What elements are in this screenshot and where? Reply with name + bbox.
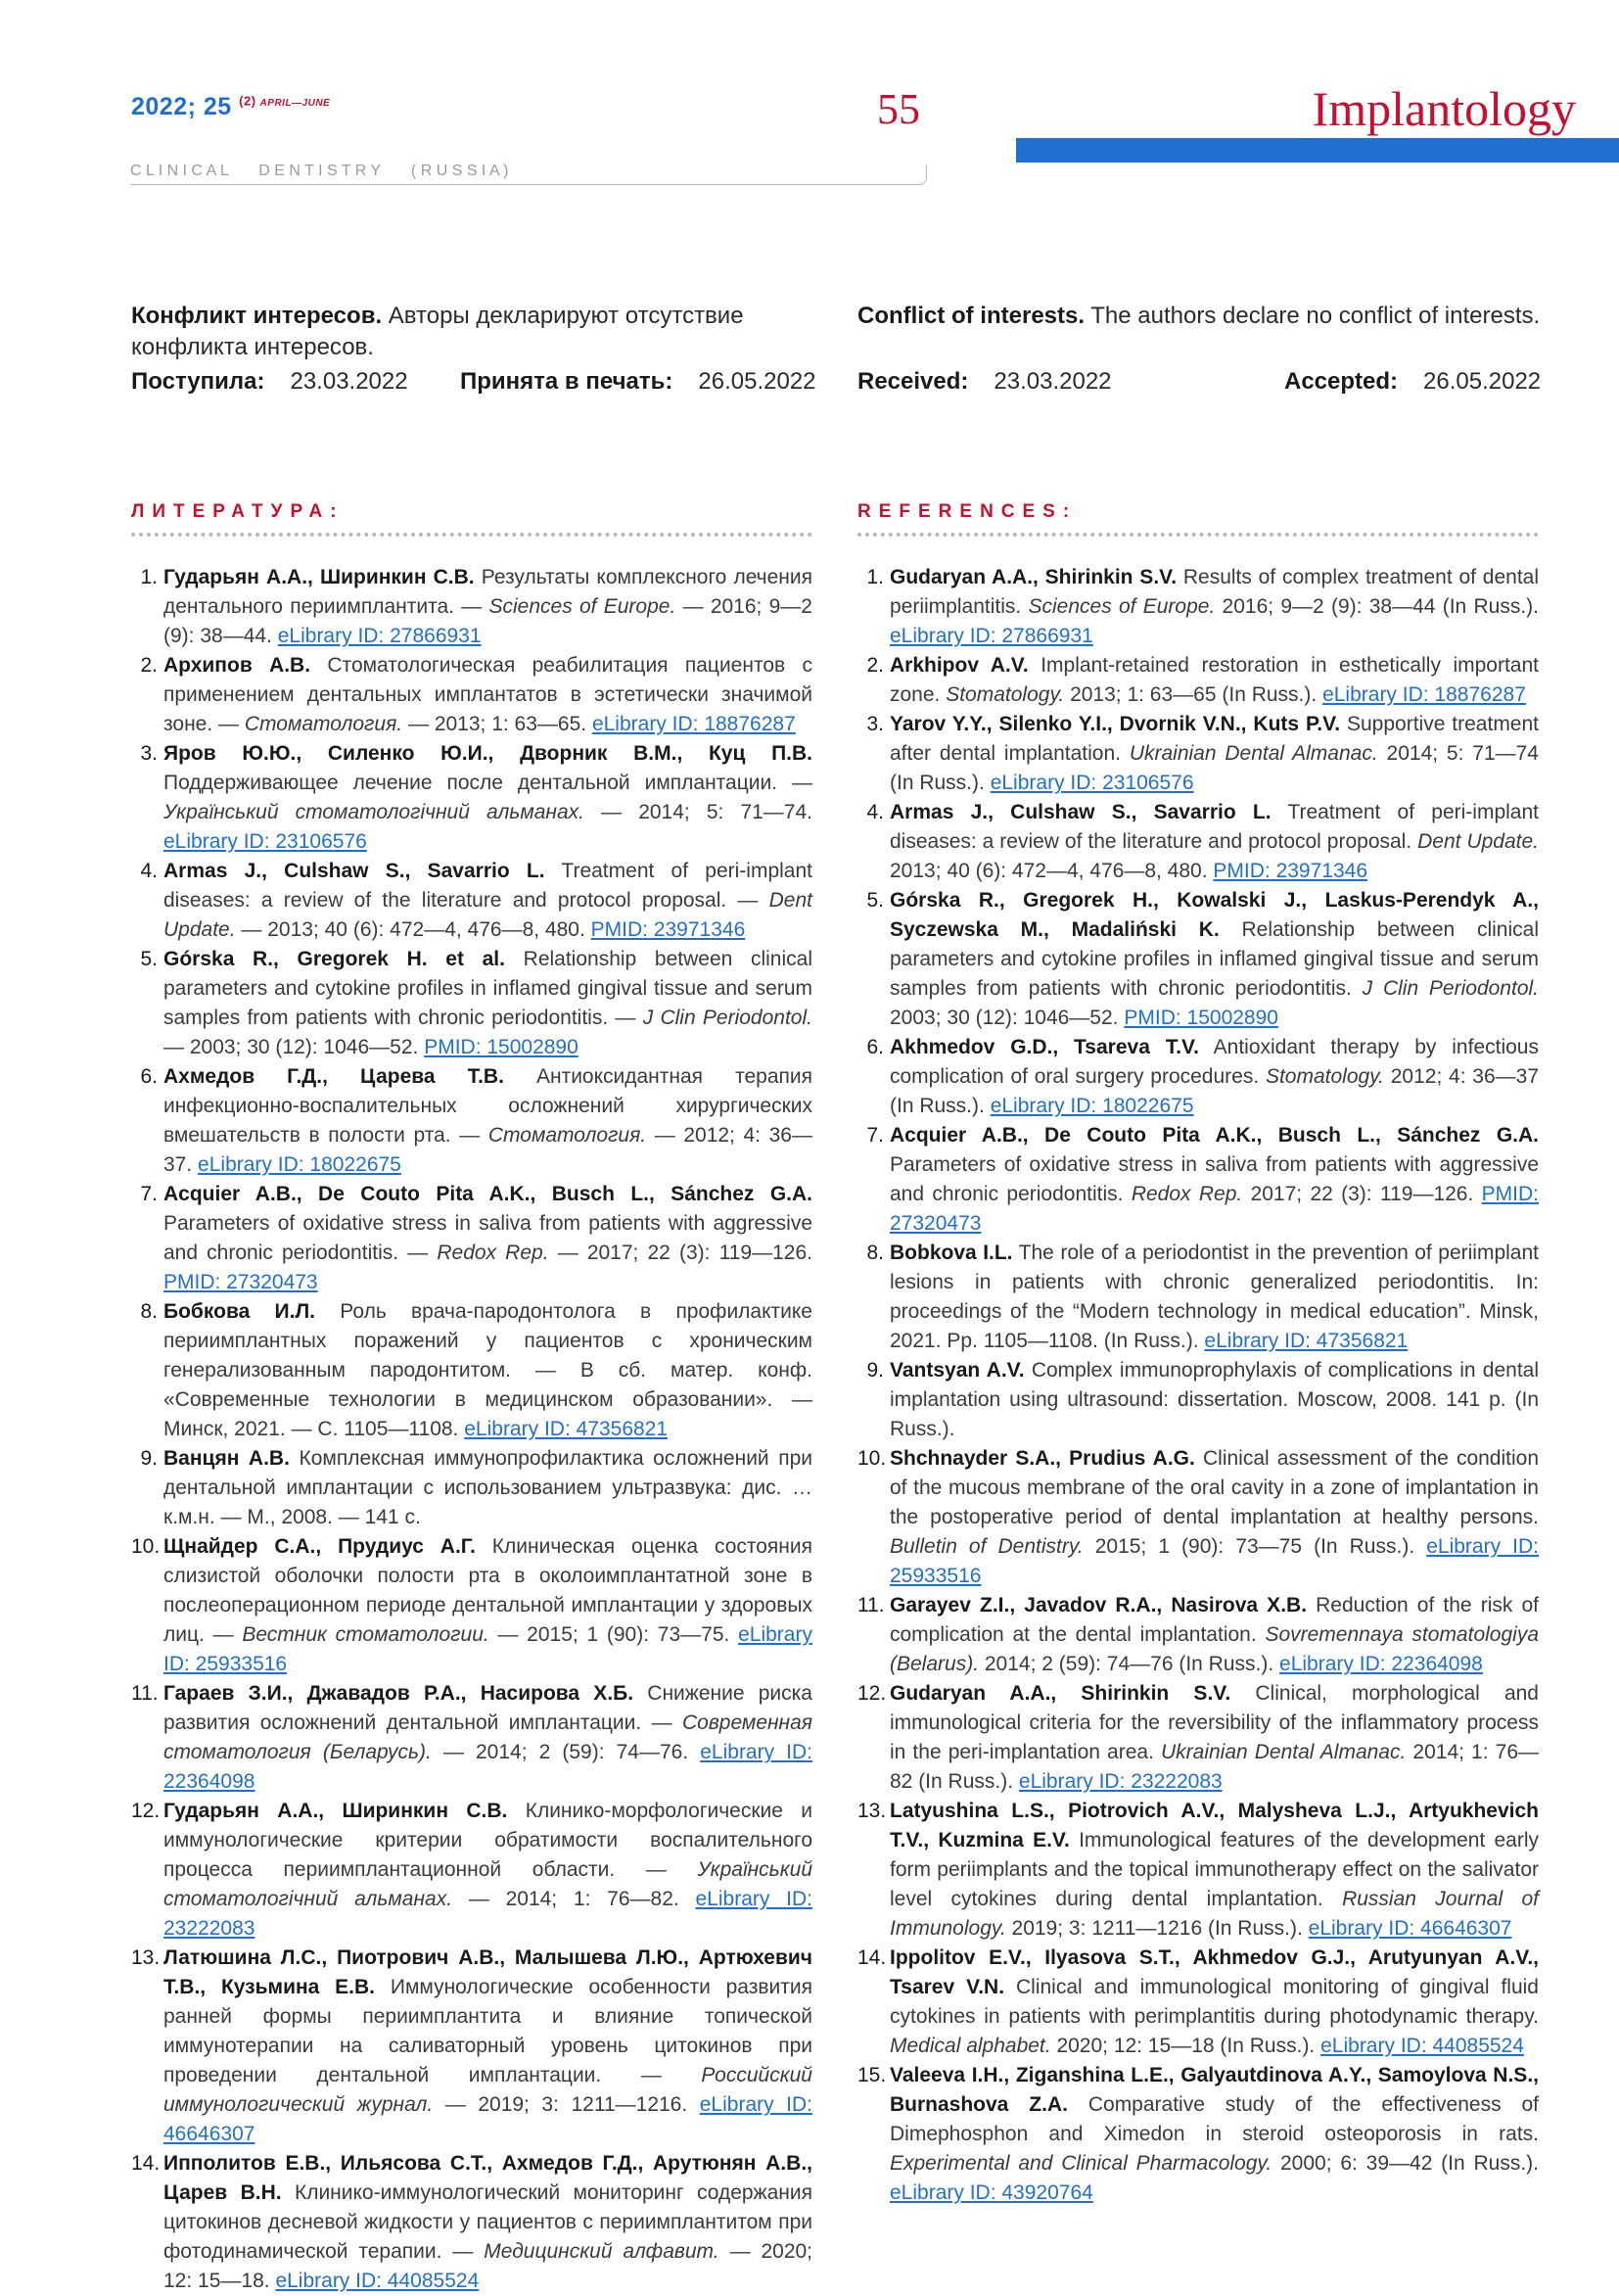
reference-item: [857, 1239, 1539, 1356]
reference-authors: Acquier A.B., De Couto Pita A.K., Busch L., Sánchez G.A.: [163, 1183, 812, 1205]
reference-number: 4.: [140, 860, 158, 882]
reference-details: — 2014; 2 (59): 74—76.: [442, 1741, 689, 1763]
reference-authors: Shchnayder S.A., Prudius A.G.: [890, 1447, 1195, 1470]
reference-source: Sovremennaya stomatologiya (Belarus).: [890, 1623, 1539, 1675]
accepted-en-date: 26.05.2022: [1423, 368, 1542, 395]
conflict-ru-label: Конфликт интересов.: [131, 303, 383, 329]
reference-source: Стоматология.: [487, 1124, 647, 1147]
accepted-ru-date: 26.05.2022: [698, 368, 816, 395]
reference-authors: Гараев З.И., Джавадов Р.А., Насирова Х.Б.: [163, 1682, 634, 1705]
reference-source: Redox Rep.: [1131, 1183, 1243, 1205]
reference-authors: Górska R., Gregorek H., Kowalski J., Laskus-Perendyk A., Syczewska M., Madaliński K.: [890, 889, 1539, 941]
reference-authors: Гударьян А.А., Ширинкин С.В.: [163, 1800, 508, 1822]
reference-item: [857, 710, 1539, 798]
reference-details: 2015; 1 (90): 73—75 (In Russ.).: [1094, 1535, 1415, 1558]
reference-source: Stomatology.: [946, 683, 1065, 706]
reference-title: Клинико-иммунологический мониторинг содержания цитокинов десневой жидкости у пациентов с периимплантитом при фотодинамической терапии. —: [163, 2181, 812, 2263]
reference-authors: Vantsyan A.V.: [890, 1359, 1025, 1382]
reference-details: — 2013; 40 (6): 472—4, 476—8, 480.: [241, 918, 585, 941]
issue-number: (2): [239, 93, 256, 109]
references-en-list: [857, 563, 1539, 2208]
reference-authors: Архипов А.В.: [163, 654, 311, 677]
received-ru-date: 23.03.2022: [290, 368, 408, 395]
reference-source: Український стоматологічний альманах.: [163, 801, 584, 823]
reference-authors: Ippolitov E.V., Ilyasova S.T., Akhmedov G.J., Arutyunyan A.V., Tsarev V.N.: [890, 1946, 1539, 1998]
reference-authors: Acquier A.B., De Couto Pita A.K., Busch L., Sánchez G.A.: [890, 1124, 1539, 1147]
reference-source: Ukrainian Dental Almanac.: [1160, 1741, 1407, 1763]
reference-source: Bulletin of Dentistry.: [890, 1535, 1084, 1558]
reference-authors: Gudaryan A.A., Shirinkin S.V.: [890, 1682, 1231, 1705]
reference-number: 3.: [140, 742, 158, 765]
reference-title: Complex immunoprophylaxis of complications in dental implantation using ultrasound: dissertation. Moscow, 2008. 141 p. (In Russ.).: [890, 1359, 1539, 1440]
received-ru: [131, 366, 408, 398]
reference-authors: Latyushina L.S., Piotrovich A.V., Malysheva L.J., Artyukhevich T.V., Kuzmina E.V.: [890, 1800, 1539, 1851]
reference-source: Российский иммунологический журнал.: [163, 2064, 812, 2116]
reference-item: [857, 886, 1539, 1033]
received-en-label: Received:: [857, 368, 969, 395]
reference-title: Relationship between clinical parameters and cytokine profiles in inflamed gingival tissue and serum samples from patients with chronic periodontitis.: [890, 918, 1539, 1000]
reference-title: Клиническая оценка состояния слизистой оболочки полости рта в околоимплантатной зоне в послеоперационном периоде дентальной имплантации у здоровых лиц. —: [163, 1535, 813, 1646]
reference-title: Роль врача-пародонтолога в профилактике периимплантных поражений у пациентов с хроническим генерализованным пародонтитом. — В сб. матер. конф. «Современные технологии в медицинском образовании». — Минск, 2021. — С. 1105—1108.: [163, 1300, 812, 1440]
accepted-ru: [460, 366, 816, 398]
reference-link[interactable]: eLibrary ID: 22364098: [1279, 1653, 1483, 1675]
reference-details: 2013; 1: 63—65 (In Russ.).: [1070, 683, 1318, 706]
reference-number: 2.: [866, 654, 884, 677]
reference-number: 5.: [140, 948, 158, 970]
reference-title: Comparative study of the effectiveness of Dimephosphon and Ximedon in steroid osteoporosis in rats.: [890, 2093, 1539, 2145]
reference-number: 12.: [131, 1800, 161, 1822]
reference-details: — 2020; 12: 15—18.: [163, 2240, 813, 2292]
reference-title: Reduction of the risk of complication at the dental implantation.: [890, 1594, 1539, 1646]
reference-details: 2019; 3: 1211—1216 (In Russ.).: [1011, 1917, 1303, 1940]
reference-link[interactable]: eLibrary ID: 47356821: [1204, 1330, 1409, 1352]
reference-title: Антиоксидантная терапия инфекционно-воспалительных осложнений хирургических вмешательств в полости рта. —: [163, 1065, 812, 1147]
reference-item: [131, 1944, 812, 2149]
reference-details: 2003; 30 (12): 1046—52.: [890, 1007, 1119, 1029]
reference-item: [857, 1121, 1539, 1239]
reference-link[interactable]: eLibrary ID: 46646307: [1308, 1917, 1512, 1940]
reference-title: Implant-retained restoration in esthetically important zone.: [890, 654, 1539, 706]
reference-authors: Ванцян А.В.: [163, 1447, 290, 1470]
reference-item: [857, 1356, 1539, 1444]
conflict-ru: [131, 301, 816, 363]
issue-months: APRIL—JUNE: [259, 97, 331, 109]
references-en-divider: [857, 533, 1539, 537]
conflict-ru-text: Авторы декларируют отсутствие конфликта интересов.: [131, 303, 744, 360]
reference-item: [131, 1297, 812, 1444]
reference-item: [131, 651, 812, 739]
reference-title: Relationship between clinical parameters and cytokine profiles in inflamed gingival tissue and serum samples from patients with chronic periodontitis. —: [163, 948, 812, 1029]
reference-number: 15.: [857, 2064, 887, 2086]
issue-volume: 2022; 25: [131, 93, 232, 120]
reference-number: 10.: [131, 1535, 161, 1558]
reference-authors: Бобкова И.Л.: [163, 1300, 316, 1323]
reference-link[interactable]: eLibrary ID: 23106576: [163, 830, 367, 853]
reference-item: [857, 1033, 1539, 1121]
reference-number: 13.: [131, 1946, 161, 1969]
reference-details: — 2012; 4: 36—37.: [163, 1124, 812, 1176]
page-number: 55: [877, 85, 920, 133]
reference-number: 7.: [140, 1183, 158, 1205]
reference-number: 14.: [857, 1946, 887, 1969]
reference-item: [131, 1444, 812, 1532]
reference-details: — 2019; 3: 1211—1216.: [444, 2093, 688, 2116]
reference-item: [857, 1444, 1539, 1591]
reference-item: [857, 798, 1539, 886]
reference-source: Ukrainian Dental Almanac.: [1129, 742, 1378, 765]
reference-title: Results of complex treatment of dental periimplantitis.: [890, 566, 1539, 618]
reference-title: Клинико-морфологические и иммунологические критерии обратимости воспалительного процесса периимплантационной области. —: [163, 1800, 813, 1881]
received-en: [857, 366, 1112, 398]
reference-authors: Bobkova I.L.: [890, 1242, 1013, 1264]
reference-authors: Гударьян А.А., Ширинкин С.В.: [163, 566, 475, 588]
reference-link[interactable]: PMID: 23971346: [1213, 860, 1368, 882]
reference-number: 7.: [866, 1124, 884, 1147]
section-title: Implantology: [1312, 81, 1576, 136]
reference-link[interactable]: eLibrary ID: 23222083: [163, 1888, 812, 1940]
reference-details: — 2016; 9—2 (9): 38—44.: [163, 595, 812, 647]
reference-details: 2016; 9—2 (9): 38—44 (In Russ.).: [1222, 595, 1539, 618]
reference-details: 2014; 5: 71—74 (In Russ.).: [890, 742, 1539, 794]
reference-authors: Ахмедов Г.Д., Царева Т.В.: [163, 1065, 504, 1088]
accepted-ru-label: Принята в печать:: [460, 368, 673, 395]
reference-link[interactable]: eLibrary ID: 18022675: [198, 1153, 401, 1176]
reference-link[interactable]: eLibrary ID: 43920764: [890, 2181, 1093, 2204]
reference-source: Medical alphabet.: [890, 2035, 1051, 2057]
reference-details: 2000; 6: 39—42 (In Russ.).: [1280, 2152, 1539, 2175]
reference-details: — 2017; 22 (3): 119—126.: [557, 1242, 812, 1264]
reference-source: Медицинский алфавит.: [484, 2240, 719, 2263]
issue-label: [131, 93, 330, 121]
journal-name: [130, 163, 919, 180]
reference-link[interactable]: eLibrary ID: 23222083: [1018, 1770, 1223, 1793]
conflict-en-text: The authors declare no conflict of interests.: [1090, 303, 1541, 329]
reference-item: [131, 1180, 812, 1297]
reference-link[interactable]: eLibrary ID: 23106576: [990, 772, 1194, 794]
section-accent-bar: [1016, 138, 1619, 163]
reference-number: 4.: [866, 801, 884, 823]
reference-details: — 2014; 5: 71—74.: [601, 801, 812, 823]
received-ru-label: Поступила:: [131, 368, 265, 395]
reference-link[interactable]: eLibrary ID: 27866931: [890, 625, 1093, 647]
reference-details: 2014; 1: 76—82 (In Russ.).: [890, 1741, 1540, 1793]
reference-details: — 2013; 1: 63—65.: [407, 713, 587, 735]
reference-number: 13.: [857, 1800, 887, 1822]
conflict-en: [857, 301, 1562, 332]
reference-link[interactable]: eLibrary ID: 25933516: [163, 1623, 812, 1675]
reference-title: Clinical assessment of the condition of the mucous membrane of the oral cavity in a zone of implantation in the postoperative period of dental implantation at healthy persons.: [890, 1447, 1540, 1528]
reference-title: Поддерживающее лечение после дентальной имплантации. —: [163, 772, 812, 794]
reference-title: Parameters of oxidative stress in saliva from patients with aggressive and chronic periodontitis.: [890, 1153, 1539, 1205]
reference-source: Russian Journal of Immunology.: [890, 1888, 1539, 1940]
reference-title: Стоматологическая реабилитация пациентов с применением дентальных имплантатов в эстетически значимой зоне. —: [163, 654, 813, 735]
reference-authors: Valeeva I.H., Ziganshina L.E., Galyautdinova A.Y., Samoylova N.S., Burnashova Z.A.: [890, 2064, 1539, 2116]
reference-source: Современная стоматология (Беларусь).: [163, 1711, 813, 1763]
reference-link[interactable]: PMID: 15002890: [1124, 1007, 1278, 1029]
reference-item: [857, 563, 1539, 651]
reference-item: [857, 1591, 1539, 1679]
reference-number: 11.: [857, 1594, 885, 1617]
reference-source: Вестник стоматологии.: [242, 1623, 489, 1646]
reference-title: Antioxidant therapy by infectious complication of oral surgery procedures.: [890, 1036, 1539, 1088]
reference-source: Dent Update.: [1417, 830, 1539, 853]
reference-link[interactable]: PMID: 23971346: [590, 918, 746, 941]
received-en-date: 23.03.2022: [994, 368, 1112, 395]
header-rule-corner: [918, 164, 927, 185]
reference-number: 6.: [866, 1036, 884, 1058]
reference-item: [857, 651, 1539, 710]
reference-authors: Akhmedov G.D., Tsareva T.V.: [890, 1036, 1199, 1058]
reference-item: [857, 1944, 1539, 2061]
reference-number: 9.: [140, 1447, 158, 1470]
reference-details: — 2014; 1: 76—82.: [468, 1888, 679, 1910]
reference-title: Treatment of peri-implant diseases: a review of the literature and protocol proposal. —: [163, 860, 812, 912]
header-rule: [130, 184, 919, 185]
reference-authors: Gudaryan A.A., Shirinkin S.V.: [890, 566, 1178, 588]
reference-number: 8.: [866, 1242, 884, 1264]
reference-link[interactable]: PMID: 15002890: [424, 1036, 578, 1058]
references-ru-heading: ЛИТЕРАТУРА:: [131, 501, 345, 522]
reference-item: [131, 1062, 812, 1180]
reference-link[interactable]: eLibrary ID: 46646307: [163, 2093, 812, 2145]
reference-link[interactable]: eLibrary ID: 44085524: [1320, 2035, 1524, 2057]
reference-item: [131, 1532, 812, 1679]
reference-link[interactable]: eLibrary ID: 27866931: [277, 625, 482, 647]
reference-link[interactable]: eLibrary ID: 22364098: [163, 1741, 813, 1793]
accepted-en-label: Accepted:: [1284, 368, 1399, 395]
reference-number: 3.: [866, 713, 884, 735]
journal-name-text: C L I N I C A L D E N T I S T R Y ( R U S S I A ): [130, 163, 509, 179]
reference-item: [131, 2149, 812, 2296]
reference-authors: Yarov Y.Y., Silenko Y.I., Dvornik V.N., Kuts P.V.: [890, 713, 1341, 735]
reference-details: — 2003; 30 (12): 1046—52.: [163, 1036, 419, 1058]
reference-link[interactable]: eLibrary ID: 44085524: [275, 2270, 480, 2292]
reference-item: [857, 2061, 1539, 2208]
reference-authors: Яров Ю.Ю., Силенко Ю.И., Дворник В.М., Куц П.В.: [163, 742, 812, 765]
references-ru-list: [131, 563, 812, 2296]
reference-number: 9.: [866, 1359, 884, 1382]
reference-authors: Arkhipov A.V.: [890, 654, 1029, 677]
reference-source: Sciences of Europe.: [488, 595, 676, 618]
reference-link[interactable]: eLibrary ID: 47356821: [464, 1418, 669, 1440]
reference-item: [857, 1679, 1539, 1797]
reference-title: Clinical, morphological and immunological criteria for the reversibility of the inflammatory process in the peri-implantation area.: [890, 1682, 1539, 1763]
reference-authors: Ипполитов Е.В., Ильясова С.Т., Ахмедов Г.Д., Арутюнян А.В., Царев В.Н.: [163, 2152, 812, 2204]
reference-details: 2013; 40 (6): 472—4, 476—8, 480.: [890, 860, 1208, 882]
reference-title: Parameters of oxidative stress in saliva from patients with aggressive and chronic periodontitis. —: [163, 1212, 812, 1264]
reference-link[interactable]: PMID: 27320473: [890, 1183, 1540, 1235]
reference-link[interactable]: eLibrary ID: 18876287: [1322, 683, 1526, 706]
reference-title: Снижение риска развития осложнений дентальной имплантации. —: [163, 1682, 812, 1734]
reference-item: [131, 739, 812, 857]
reference-number: 1.: [866, 566, 884, 588]
reference-number: 1.: [140, 566, 158, 588]
reference-source: Experimental and Clinical Pharmacology.: [890, 2152, 1272, 2175]
reference-source: J Clin Periodontol.: [1362, 977, 1540, 1000]
reference-title: Комплексная иммунопрофилактика осложнений при дентальной имплантации с использованием ультразвука: дис. … к.м.н. — М., 2008. — 141 с.: [163, 1447, 812, 1528]
reference-title: Результаты комплексного лечения дентального периимплантита. —: [163, 566, 813, 618]
reference-link[interactable]: PMID: 27320473: [163, 1271, 318, 1293]
reference-number: 12.: [857, 1682, 887, 1705]
reference-details: — 2015; 1 (90): 73—75.: [497, 1623, 730, 1646]
reference-link[interactable]: eLibrary ID: 18876287: [591, 713, 796, 735]
reference-number: 10.: [857, 1447, 887, 1470]
reference-item: [131, 945, 812, 1062]
reference-source: Dent Update.: [163, 889, 812, 941]
reference-number: 11.: [131, 1682, 159, 1705]
references-ru-divider: [131, 533, 812, 537]
reference-number: 6.: [140, 1065, 158, 1088]
reference-details: 2020; 12: 15—18 (In Russ.).: [1056, 2035, 1316, 2057]
reference-source: Стоматология.: [244, 713, 403, 735]
reference-authors: Латюшина Л.С., Пиотрович А.В., Малышева Л.Ю., Артюхевич Т.В., Кузьмина Е.В.: [163, 1946, 812, 1998]
reference-title: The role of a periodontist in the prevention of periimplant lesions in patients with chronic generalized periodontitis. In: proceedings of the “Modern technology in medical education”. Minsk, 2021. Pp. 1105—1108. (In Russ.).: [890, 1242, 1539, 1352]
reference-source: Український стоматологічний альманах.: [163, 1858, 812, 1910]
reference-details: 2014; 2 (59): 74—76 (In Russ.).: [984, 1653, 1274, 1675]
reference-number: 5.: [866, 889, 884, 912]
reference-item: [131, 857, 812, 945]
reference-source: Sciences of Europe.: [1028, 595, 1216, 618]
reference-item: [131, 1797, 812, 1944]
reference-title: Supportive treatment after dental implantation.: [890, 713, 1539, 765]
reference-link[interactable]: eLibrary ID: 18022675: [990, 1095, 1194, 1117]
reference-authors: Garayev Z.I., Javadov R.A., Nasirova X.B.: [890, 1594, 1308, 1617]
conflict-en-label: Conflict of interests.: [857, 303, 1086, 329]
reference-item: [131, 563, 812, 651]
reference-authors: Górska R., Gregorek H. et al.: [163, 948, 505, 970]
reference-source: J Clin Periodontol.: [642, 1007, 812, 1029]
reference-authors: Щнайдер С.А., Прудиус А.Г.: [163, 1535, 476, 1558]
reference-title: Clinical and immunological monitoring of gingival fluid cytokines in patients with perimplantitis during photodynamic therapy.: [890, 1976, 1539, 2028]
reference-authors: Armas J., Culshaw S., Savarrio L.: [890, 801, 1272, 823]
reference-item: [131, 1679, 812, 1797]
reference-number: 2.: [140, 654, 158, 677]
reference-source: Redox Rep.: [437, 1242, 549, 1264]
reference-details: 2017; 22 (3): 119—126.: [1250, 1183, 1474, 1205]
reference-title: Иммунологические особенности развития ранней формы периимплантита и влияние топической иммунотерапии на саливаторный уровень цитокинов при проведении дентальной имплантации. —: [163, 1976, 812, 2086]
reference-number: 8.: [140, 1300, 158, 1323]
references-en-heading: REFERENCES:: [857, 501, 1078, 522]
reference-title: Treatment of peri-implant diseases: a review of the literature and protocol proposal.: [890, 801, 1539, 853]
reference-authors: Armas J., Culshaw S., Savarrio L.: [163, 860, 545, 882]
reference-item: [857, 1797, 1539, 1944]
reference-title: Immunological features of the development early form periimplants and the topical immunotherapy effect on the salivator level cytokines during dental implantation.: [890, 1829, 1540, 1910]
reference-number: 14.: [131, 2152, 161, 2175]
reference-details: 2012; 4: 36—37 (In Russ.).: [890, 1065, 1540, 1117]
reference-link[interactable]: eLibrary ID: 25933516: [890, 1535, 1539, 1587]
reference-source: Stomatology.: [1265, 1065, 1384, 1088]
accepted-en: [1284, 366, 1541, 398]
